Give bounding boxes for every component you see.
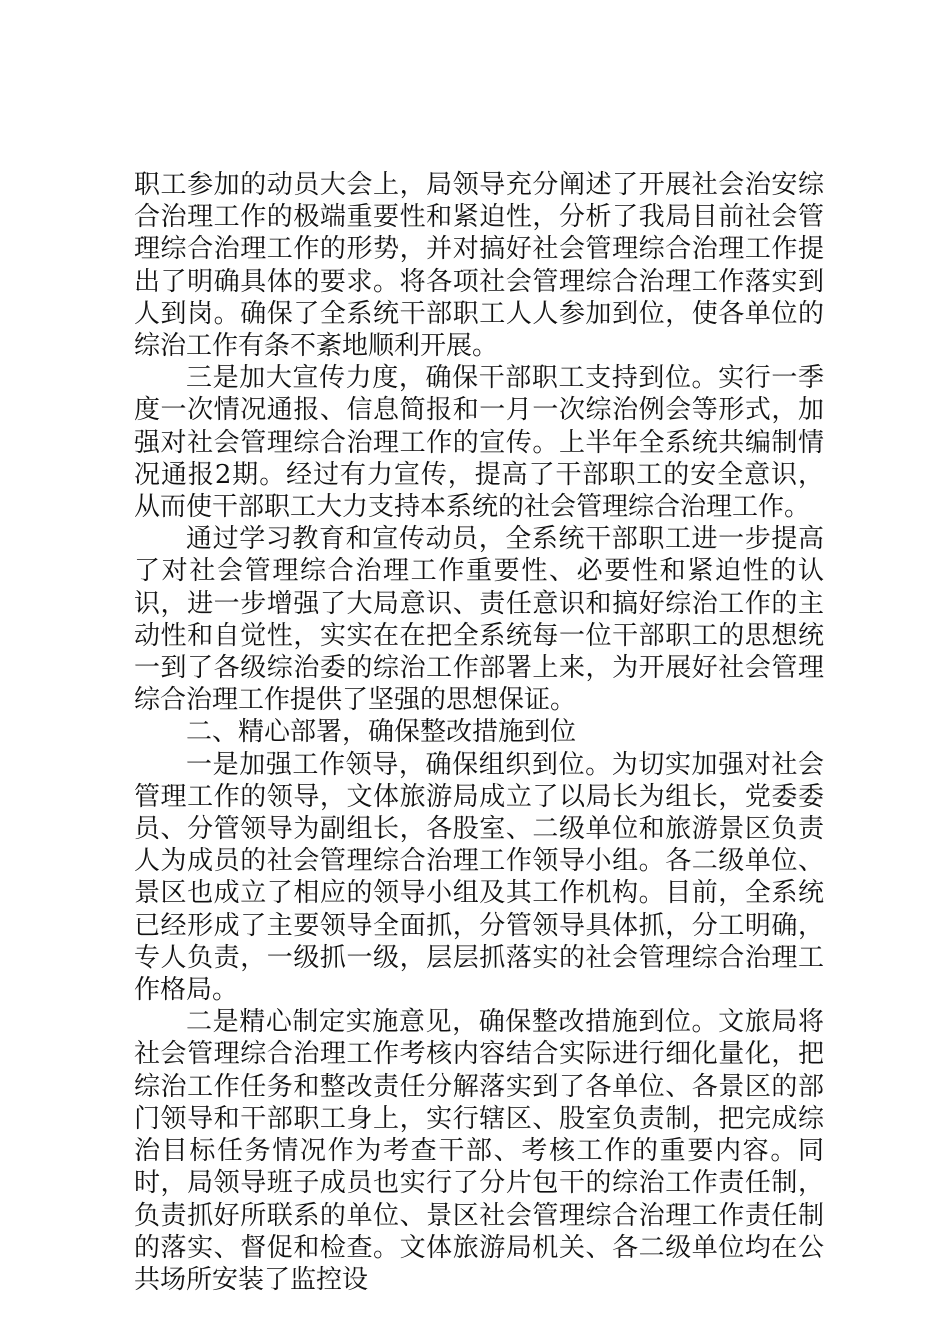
document-body [134,169,824,1296]
paragraph-implementation: 二是精心制定实施意见，确保整改措施到位。文旅局将社会管理综合治理工作考核内容结合实际进行细化量化，把综治工作任务和整改责任分解落实到了各单位、各景区的部门领导和干部职工身上，实行辖区、股室负责制，把完成综治目标任务情况作为考查干部、考核工作的重要内容。同时，局领导班子成员也实行了分片包干的综治工作责任制，负责抓好所联系的单位、景区社会管理综合治理工作责任制的落实、督促和检查。文体旅游局机关、各二级单位均在公共场所安装了监控设 [134,1007,824,1295]
section-heading: 二、精心部署，确保整改措施到位 [186,717,577,748]
paragraph-publicity: 三是加大宣传力度，确保干部职工支持到位。实行一季度一次情况通报、信息简报和一月一次综治例会等形式，加强对社会管理综合治理工作的宣传。上半年全系统共编制情况通报2期。经过有力宣传，提高了干部职工的安全意识，从而使干部职工大力支持本系统的社会管理综合治理工作。 [134,363,824,523]
paragraph-continuation: 职工参加的动员大会上，局领导充分阐述了开展社会治安综合治理工作的极端重要性和紧迫性，分析了我局目前社会管理综合治理工作的形势，并对搞好社会管理综合治理工作提出了明确具体的要求。将各项社会管理综合治理工作落实到人到岗。确保了全系统干部职工人人参加到位，使各单位的综治工作有条不紊地顺利开展。 [134,170,824,362]
paragraph-education-summary: 通过学习教育和宣传动员，全系统干部职工进一步提高了对社会管理综合治理工作重要性、必要性和紧迫性的认识，进一步增强了大局意识、责任意识和搞好综治工作的主动性和自觉性，实实在在把全系统每一位干部职工的思想统一到了各级综治委的综治工作部署上来，为开展好社会管理综合治理工作提供了坚强的思想保证。 [134,524,824,716]
paragraph-leadership: 一是加强工作领导，确保组织到位。为切实加强对社会管理工作的领导，文体旅游局成立了以局长为组长，党委委员、分管领导为副组长，各股室、二级单位和旅游景区负责人为成员的社会管理综合治理工作领导小组。各二级单位、景区也成立了相应的领导小组及其工作机构。目前，全系统已经形成了主要领导全面抓，分管领导具体抓，分工明确，专人负责，一级抓一级，层层抓落实的社会管理综合治理工作格局。 [134,749,824,1006]
